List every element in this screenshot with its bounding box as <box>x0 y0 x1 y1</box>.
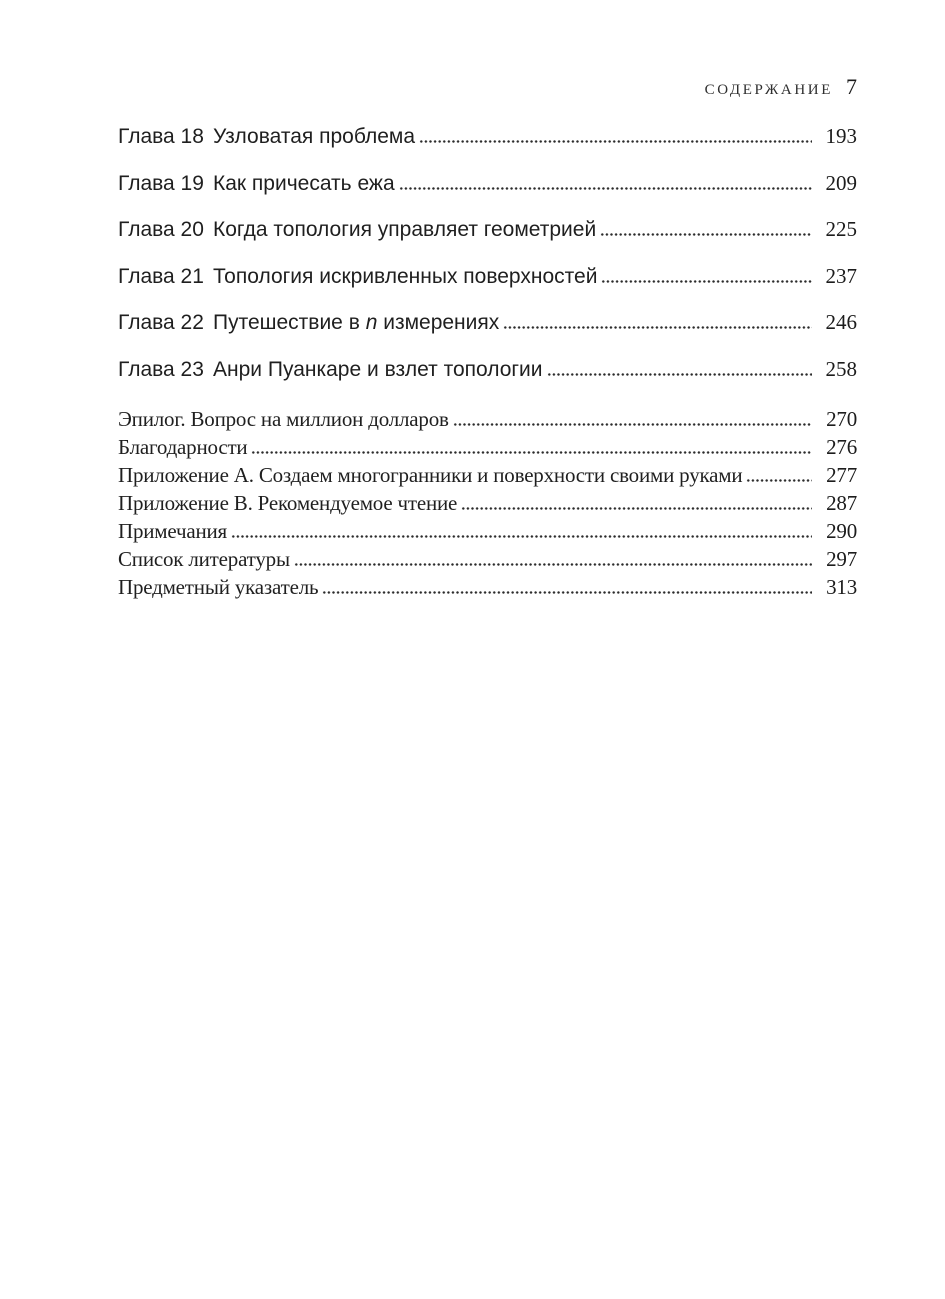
dot-leader <box>503 326 812 329</box>
toc-chapter-row <box>118 122 857 151</box>
backmatter-page-number: 276 <box>826 434 857 459</box>
dot-leader <box>453 423 812 426</box>
folio-page-number: 7 <box>846 74 857 99</box>
backmatter-title: Благодарности <box>118 434 248 459</box>
dot-leader <box>231 535 812 538</box>
chapter-title: Анри Пуанкаре и взлет топологии <box>213 357 543 381</box>
dot-leader <box>419 140 812 143</box>
backmatter-page-number: 270 <box>826 406 857 431</box>
chapter-page-number: 258 <box>825 356 857 381</box>
chapter-label: Глава 20 <box>118 218 204 241</box>
dot-leader <box>746 479 812 482</box>
backmatter-page-number: 290 <box>826 518 857 543</box>
chapter-title: Как причесать ежа <box>213 171 395 195</box>
chapter-label: Глава 22 <box>118 311 204 334</box>
dot-leader <box>600 233 812 236</box>
dot-leader <box>322 591 812 594</box>
chapter-page-number: 237 <box>825 263 857 288</box>
backmatter-title: Примечания <box>118 518 228 543</box>
backmatter-page-number: 297 <box>826 546 857 571</box>
chapter-label: Глава 18 <box>118 125 204 148</box>
chapter-page-number: 193 <box>825 124 857 148</box>
toc-backmatter-row <box>118 405 857 433</box>
running-head-title: СОДЕРЖАНИЕ <box>704 82 833 98</box>
toc-backmatter-row <box>118 517 857 545</box>
backmatter-page-number: 313 <box>826 574 857 599</box>
dot-leader <box>251 451 812 454</box>
chapter-label: Глава 23 <box>118 357 204 381</box>
back-matter-list <box>118 405 857 601</box>
backmatter-title: Эпилог. Вопрос на миллион долларов <box>118 406 449 431</box>
running-head <box>118 74 857 99</box>
dot-leader <box>601 280 812 283</box>
backmatter-page-number: 287 <box>826 490 857 515</box>
toc-backmatter-row <box>118 545 857 573</box>
toc-chapter-row <box>118 215 857 244</box>
chapter-page-number: 209 <box>825 170 857 195</box>
toc-backmatter-row <box>118 433 857 461</box>
backmatter-title: Приложение B. Рекомендуемое чтение <box>118 490 458 515</box>
chapter-label: Глава 19 <box>118 171 204 195</box>
toc-backmatter-row <box>118 489 857 517</box>
chapter-title: Топология искривленных поверхностей <box>213 264 598 288</box>
dot-leader <box>547 373 812 376</box>
chapter-label: Глава 21 <box>118 264 204 288</box>
dot-leader <box>399 187 812 190</box>
toc-backmatter-row <box>118 461 857 489</box>
backmatter-title: Список литературы <box>118 546 290 571</box>
toc-chapter-row <box>118 355 857 384</box>
toc-chapter-row <box>118 169 857 198</box>
chapter-page-number: 246 <box>825 310 857 334</box>
backmatter-title: Предметный указатель <box>118 574 319 599</box>
dot-leader <box>294 563 812 566</box>
backmatter-page-number: 277 <box>826 462 857 487</box>
dot-leader <box>461 507 812 510</box>
chapter-title: Путешествие в n измерениях <box>213 311 500 334</box>
chapter-page-number: 225 <box>825 217 857 241</box>
chapter-title: Когда топология управляет геометрией <box>213 218 597 241</box>
toc-chapter-row <box>118 308 857 337</box>
toc-backmatter-row <box>118 573 857 601</box>
backmatter-title: Приложение A. Создаем многогранники и поверхности своими руками <box>118 462 743 487</box>
chapter-title: Узловатая проблема <box>213 125 415 148</box>
toc-chapter-row <box>118 262 857 291</box>
chapter-list <box>118 122 857 384</box>
